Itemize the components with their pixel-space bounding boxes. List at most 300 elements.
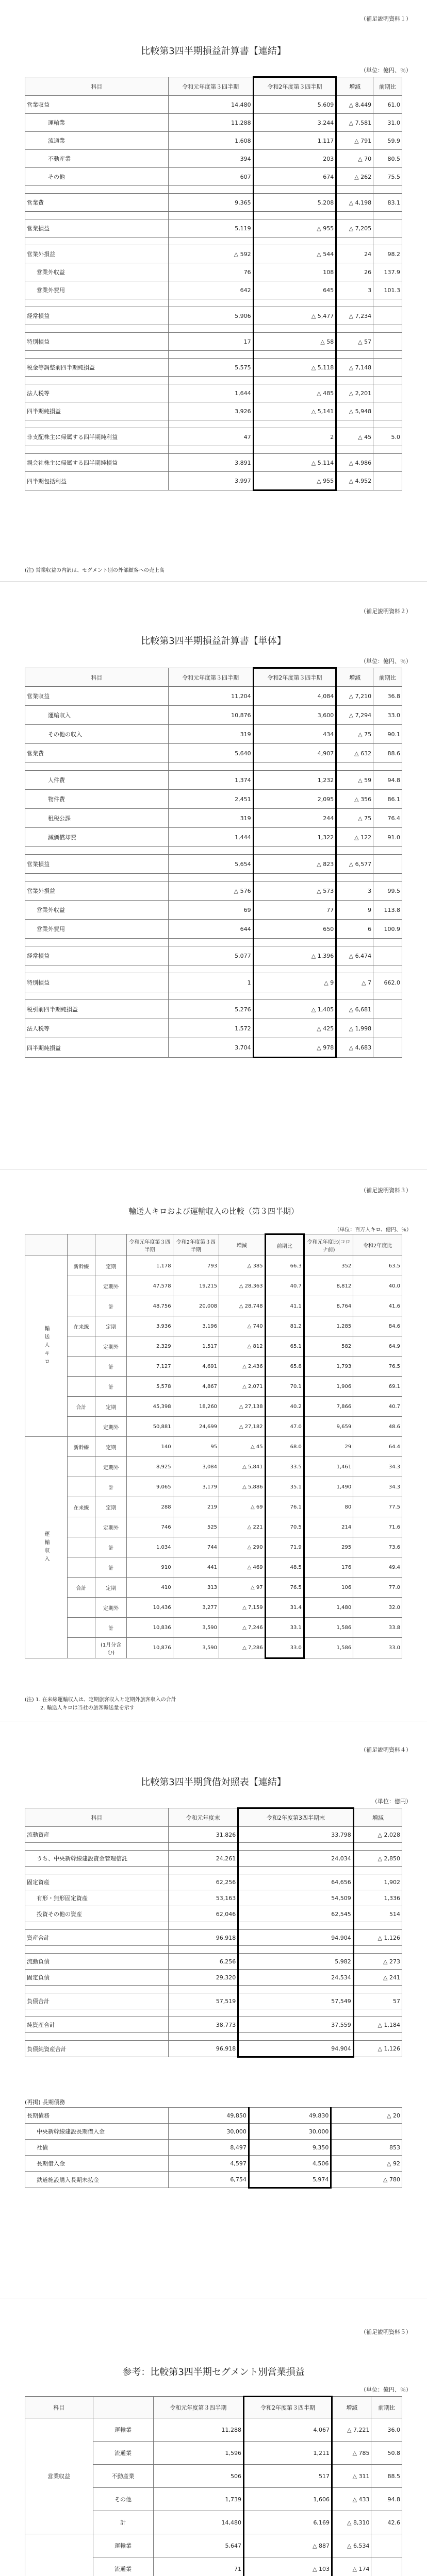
spacer-cell	[336, 351, 373, 359]
cell-value: 65.8	[265, 1357, 304, 1377]
cell-value: 106	[304, 1578, 353, 1598]
cell-value: △ 4,198	[336, 194, 373, 212]
row-label: 営業費	[25, 194, 169, 212]
cell-value: 1,490	[304, 1477, 353, 1497]
row-label	[68, 1557, 95, 1578]
page-title: 参考：比較第3四半期セグメント別営業損益	[122, 2367, 305, 2378]
row-label: 運輸収入	[25, 706, 169, 725]
cell-value: △ 978	[253, 1038, 336, 1058]
row-label: 特別損益	[25, 973, 169, 992]
cell-value: 650	[253, 920, 336, 939]
cell-value	[373, 1000, 402, 1019]
cell-value: △ 20	[331, 2108, 402, 2124]
spacer-cell	[353, 2033, 402, 2041]
cell-value: △ 1,396	[253, 946, 336, 965]
cell-value: △ 1,998	[336, 1019, 373, 1038]
spacer-cell	[168, 1986, 238, 1993]
cell-value: 80	[304, 1497, 353, 1517]
cell-value: 4,907	[253, 744, 336, 763]
cell-value: 10,876	[168, 706, 253, 725]
row-label	[68, 1598, 95, 1618]
cell-value: △ 2,071	[219, 1377, 266, 1397]
spacer-cell	[25, 1867, 169, 1874]
cell-value: 645	[253, 281, 336, 299]
spacer-cell	[373, 186, 402, 194]
spacer-cell	[336, 874, 373, 882]
cell-value: 33.5	[265, 1457, 304, 1477]
spacer-cell	[373, 763, 402, 771]
row-label: 営業費	[25, 744, 169, 763]
spacer-cell	[25, 186, 169, 194]
row-label: 流通業	[93, 2557, 153, 2576]
table-row	[25, 454, 402, 472]
cell-value: 319	[168, 809, 253, 828]
cell-value: △ 955	[253, 219, 336, 238]
cell-value: 9	[336, 901, 373, 920]
cell-value	[373, 333, 402, 351]
row-label: 減価償却費	[25, 828, 169, 847]
spacer-cell	[25, 1843, 169, 1851]
spacer-row	[25, 939, 402, 946]
table-row	[25, 1598, 402, 1618]
row-label: 計	[95, 1477, 127, 1497]
cell-value: 98.2	[373, 245, 402, 263]
cell-value: △ 97	[219, 1578, 266, 1598]
cell-value: 71.9	[265, 1537, 304, 1557]
table-row	[25, 790, 402, 809]
spacer-row	[25, 2033, 402, 2041]
cell-value: 441	[173, 1557, 219, 1578]
spacer-cell	[253, 299, 336, 307]
cell-value: △ 433	[332, 2488, 371, 2511]
cell-value: 410	[127, 1578, 173, 1598]
row-label: 営業収益	[25, 687, 169, 706]
spacer-cell	[168, 238, 253, 245]
cell-value: 4,867	[173, 1377, 219, 1397]
footnote: 2. 輸送人キロは当社の旅客輸送量を示す	[40, 1705, 135, 1711]
row-label: 親会社株主に帰属する四半期純損益	[25, 454, 169, 472]
spacer-row	[25, 874, 402, 882]
cell-value: 4,084	[253, 687, 336, 706]
spacer-cell	[25, 874, 169, 882]
spacer-cell	[373, 299, 402, 307]
spacer-cell	[336, 847, 373, 855]
spacer-cell	[373, 377, 402, 384]
cell-value: 40.0	[353, 1276, 402, 1296]
spacer-cell	[373, 965, 402, 973]
spacer-row	[25, 1986, 402, 1993]
spacer-cell	[25, 1986, 169, 1993]
cell-value	[371, 2534, 402, 2557]
cell-value: 5,119	[168, 219, 253, 238]
table-row	[25, 1930, 402, 1946]
table-row	[25, 1397, 402, 1417]
table-row	[25, 1437, 402, 1457]
spacer-cell	[336, 238, 373, 245]
cell-value: 41.1	[265, 1296, 304, 1316]
row-label: 負債純資産合計	[25, 2041, 169, 2057]
cell-value: 8,764	[304, 1296, 353, 1316]
spacer-cell	[253, 420, 336, 428]
spacer-cell	[253, 992, 336, 1000]
cell-value: △ 5,948	[336, 402, 373, 420]
cell-value: 62,046	[168, 1906, 238, 1922]
page-tag: （補足説明資料３）	[360, 1187, 412, 1194]
spacer-cell	[168, 2033, 238, 2041]
row-label: 租税公課	[25, 809, 169, 828]
row-label	[68, 1457, 95, 1477]
cell-value	[373, 384, 402, 402]
sub-title: (再掲) 長期債務	[25, 2099, 65, 2106]
cell-value: 18,260	[173, 1397, 219, 1417]
cell-value: △ 27,182	[219, 1417, 266, 1437]
spacer-cell	[373, 420, 402, 428]
table-row	[25, 1557, 402, 1578]
spacer-row	[25, 351, 402, 359]
row-label: 経常損益	[25, 307, 169, 325]
row-label: 運輸業	[93, 2534, 153, 2557]
cell-value: △ 7,246	[219, 1618, 266, 1638]
row-label: その他	[93, 2488, 153, 2511]
cell-value: 1,444	[168, 828, 253, 847]
spacer-cell	[373, 212, 402, 219]
cell-value: 94,904	[238, 1930, 353, 1946]
cell-value: 76.1	[265, 1497, 304, 1517]
cell-value: 6,256	[168, 1954, 238, 1970]
cell-value	[373, 1019, 402, 1038]
spacer-row	[25, 186, 402, 194]
cell-value: △ 9	[253, 973, 336, 992]
row-label: 法人税等	[25, 384, 169, 402]
cell-value: 50.8	[371, 2442, 402, 2465]
column-header	[93, 2397, 153, 2418]
cell-value: 49,850	[168, 2108, 249, 2124]
page-tag: （補足説明資料４）	[360, 1747, 412, 1753]
cell-value	[373, 402, 402, 420]
cell-value: △ 57	[336, 333, 373, 351]
cell-value: △ 6,681	[336, 1000, 373, 1019]
row-label: 中央新幹線建設長期借入金	[25, 2124, 169, 2140]
cell-value: 17	[168, 333, 253, 351]
cell-value: 313	[173, 1578, 219, 1598]
column-header: 令和元年度第３四半期	[168, 668, 253, 687]
cell-value: 5,982	[238, 1954, 353, 1970]
table-row	[25, 687, 402, 706]
group-label: 営業収益	[25, 2418, 93, 2534]
cell-value: 4,506	[249, 2156, 331, 2172]
cell-value: 644	[168, 920, 253, 939]
cell-value: △ 4,986	[336, 454, 373, 472]
cell-value: △ 7,221	[332, 2418, 371, 2442]
cell-value: 3,277	[173, 1598, 219, 1618]
cell-value: 2	[253, 428, 336, 446]
unit-label: （単位：億円、％）	[360, 67, 412, 74]
table-row	[25, 168, 402, 186]
spacer-row	[25, 446, 402, 454]
spacer-cell	[238, 1843, 353, 1851]
row-label: 人件費	[25, 771, 169, 790]
cell-value: 94.8	[371, 2488, 402, 2511]
spacer-cell	[168, 1922, 238, 1930]
cell-value: 6,169	[243, 2511, 332, 2534]
spacer-cell	[373, 325, 402, 333]
cell-value: 86.1	[373, 790, 402, 809]
spacer-cell	[353, 1986, 402, 1993]
spacer-cell	[336, 325, 373, 333]
table-row	[25, 114, 402, 132]
cell-value: △ 791	[336, 132, 373, 150]
cell-value: △ 2,201	[336, 384, 373, 402]
cell-value: 47,578	[127, 1276, 173, 1296]
row-label: 営業損益	[25, 219, 169, 238]
cell-value: 1,034	[127, 1537, 173, 1557]
cell-value: 61.0	[373, 96, 402, 114]
cell-value: 96,918	[168, 2041, 238, 2057]
cell-value: △ 290	[219, 1537, 266, 1557]
cell-value	[373, 219, 402, 238]
spacer-cell	[238, 1946, 353, 1954]
cell-value: 7,866	[304, 1397, 353, 1417]
cell-value: 1,902	[353, 1874, 402, 1890]
cell-value: 1,608	[168, 132, 253, 150]
spacer-cell	[168, 847, 253, 855]
cell-value: 5,654	[168, 855, 253, 874]
unit-label: （単位：億円、％）	[360, 658, 412, 665]
row-label: 四半期純損益	[25, 1038, 169, 1058]
cell-value: 10,436	[127, 1598, 173, 1618]
spacer-row	[25, 299, 402, 307]
cell-value: 137.9	[373, 263, 402, 281]
cell-value: △ 7	[336, 973, 373, 992]
row-label: 新幹線	[68, 1437, 95, 1457]
row-label: その他	[25, 168, 169, 186]
cell-value: 69.1	[353, 1377, 402, 1397]
table-row	[25, 1377, 402, 1397]
cell-value: △ 174	[332, 2557, 371, 2576]
cell-value: 65.1	[265, 1336, 304, 1357]
cell-value: 54,509	[238, 1890, 353, 1906]
cell-value: 9,065	[127, 1477, 173, 1497]
cell-value: 70.5	[265, 1517, 304, 1537]
cell-value: 48.5	[265, 1557, 304, 1578]
cell-value: 434	[253, 725, 336, 744]
cell-value: 29	[304, 1437, 353, 1457]
cell-value: 1,596	[153, 2442, 243, 2465]
cell-value: 49.4	[353, 1557, 402, 1578]
row-label: 新幹線	[68, 1256, 95, 1276]
page-5	[0, 2308, 427, 2576]
column-header: 令和元年度第３四半期	[153, 2397, 243, 2418]
cell-value: 24,034	[238, 1851, 353, 1867]
cell-value	[331, 2124, 402, 2140]
cell-value: 514	[353, 1906, 402, 1922]
cell-value: 30,000	[249, 2124, 331, 2140]
row-label	[68, 1296, 95, 1316]
header-row	[25, 2397, 402, 2418]
table-row	[25, 2108, 402, 2124]
cell-value: 3,936	[127, 1316, 173, 1336]
spacer-cell	[168, 299, 253, 307]
cell-value: 32.0	[353, 1598, 402, 1618]
cell-value	[373, 855, 402, 874]
cell-value: 77	[253, 901, 336, 920]
cell-value: 33.1	[265, 1618, 304, 1638]
table-row	[25, 901, 402, 920]
table-row	[25, 384, 402, 402]
cell-value: 5,575	[168, 359, 253, 377]
row-label: 長期借入金	[25, 2156, 169, 2172]
row-label: 固定負債	[25, 1970, 169, 1986]
cell-value: 1,232	[253, 771, 336, 790]
row-label	[68, 1477, 95, 1497]
table-row	[25, 402, 402, 420]
cell-value: 1,178	[127, 1256, 173, 1276]
row-label: 税引前四半期純損益	[25, 1000, 169, 1019]
spacer-cell	[25, 939, 169, 946]
spacer-row	[25, 1946, 402, 1954]
page-title: 輸送人キロおよび運輸収入の比較（第３四半期）	[128, 1207, 299, 1216]
cell-value: △ 262	[336, 168, 373, 186]
cell-value: 7,127	[127, 1357, 173, 1377]
row-label: 有形・無形固定資産	[25, 1890, 169, 1906]
header-row	[25, 668, 402, 687]
cell-value: △ 8,449	[336, 96, 373, 114]
table-row	[25, 920, 402, 939]
cell-value: 76.5	[353, 1357, 402, 1377]
cell-value: △ 8,310	[332, 2511, 371, 2534]
table-row	[25, 1417, 402, 1437]
spacer-cell	[25, 763, 169, 771]
cell-value: 2,329	[127, 1336, 173, 1357]
row-label: 社債	[25, 2140, 169, 2156]
row-label	[68, 1638, 95, 1658]
spacer-cell	[168, 1946, 238, 1954]
cell-value: △ 5,141	[253, 402, 336, 420]
cell-value: 11,204	[168, 687, 253, 706]
row-label: 四半期純損益	[25, 402, 169, 420]
cell-value: △ 7,159	[219, 1598, 266, 1618]
spacer-row	[25, 992, 402, 1000]
cell-value: △ 45	[219, 1437, 266, 1457]
cell-value	[373, 359, 402, 377]
spacer-row	[25, 1843, 402, 1851]
table-row	[25, 1874, 402, 1890]
row-label: 法人税等	[25, 1019, 169, 1038]
cell-value: 75.5	[373, 168, 402, 186]
spacer-cell	[336, 299, 373, 307]
table-row	[25, 333, 402, 351]
cell-value: 33.0	[353, 1638, 402, 1658]
spacer-cell	[373, 992, 402, 1000]
cell-value: △ 592	[168, 245, 253, 263]
row-label: 計	[95, 1618, 127, 1638]
table-row	[25, 744, 402, 763]
cell-value: △ 740	[219, 1316, 266, 1336]
cell-value: 31.4	[265, 1598, 304, 1618]
cell-value	[373, 472, 402, 490]
spacer-cell	[25, 965, 169, 973]
cell-value: 24,699	[173, 1417, 219, 1437]
row-label	[68, 1357, 95, 1377]
row-label: 定期外	[95, 1457, 127, 1477]
cell-value: △ 241	[353, 1970, 402, 1986]
cell-value	[373, 307, 402, 325]
spacer-cell	[168, 212, 253, 219]
cell-value: 352	[304, 1256, 353, 1276]
page-tag: （補足説明資料２）	[360, 608, 412, 615]
cell-value: 45,398	[127, 1397, 173, 1417]
cell-value: 57,549	[238, 1993, 353, 2009]
spacer-cell	[353, 1946, 402, 1954]
cell-value: △ 544	[253, 245, 336, 263]
cell-value: 1	[168, 973, 253, 992]
cell-value: 68.0	[265, 1437, 304, 1457]
cell-value: △ 2,850	[353, 1851, 402, 1867]
column-header: 令和元年度比(コロナ前)	[304, 1234, 353, 1256]
cell-value: 5,609	[253, 96, 336, 114]
row-label: 計	[95, 1357, 127, 1377]
row-label: 合計	[68, 1397, 95, 1417]
cell-value: △ 573	[253, 882, 336, 901]
spacer-cell	[336, 939, 373, 946]
long-term-debt-table	[25, 2107, 402, 2189]
cell-value: 288	[127, 1497, 173, 1517]
spacer-cell	[168, 1867, 238, 1874]
cell-value: 6,754	[168, 2172, 249, 2188]
table-row	[25, 1336, 402, 1357]
column-header: 令和元年度第３四半期	[127, 1234, 173, 1256]
cell-value: 9,659	[304, 1417, 353, 1437]
group-label	[25, 2534, 93, 2576]
table-row	[25, 472, 402, 490]
transport-table	[25, 1233, 402, 1659]
spacer-cell	[168, 186, 253, 194]
table-row	[25, 1256, 402, 1276]
cell-value: 38,773	[168, 2017, 238, 2033]
cell-value: 3,590	[173, 1618, 219, 1638]
cell-value: △ 70	[336, 150, 373, 168]
cell-value: 11,288	[168, 114, 253, 132]
cell-value: △ 28,363	[219, 1276, 266, 1296]
cell-value: 34.3	[353, 1477, 402, 1497]
cell-value: 8,497	[168, 2140, 249, 2156]
cell-value: △ 823	[253, 855, 336, 874]
cell-value: 9,365	[168, 194, 253, 212]
cell-value: △ 103	[243, 2557, 332, 2576]
page-4	[0, 1731, 427, 2298]
row-label: 定期	[95, 1497, 127, 1517]
cell-value: 1,374	[168, 771, 253, 790]
table-row	[25, 1851, 402, 1867]
cell-value: 3,244	[253, 114, 336, 132]
cell-value: 77.0	[353, 1578, 402, 1598]
footnote: (注) 営業収益の内訳は、セグメント別の外部顧客への売上高	[25, 568, 165, 573]
cell-value: 5,647	[153, 2534, 243, 2557]
column-header: 令和2年度第３四半期	[243, 2397, 332, 2418]
table-row	[25, 428, 402, 446]
table-row	[25, 1497, 402, 1517]
table-row	[25, 1638, 402, 1658]
table-row	[25, 855, 402, 874]
cell-value: △ 955	[253, 472, 336, 490]
cell-value: 77.5	[353, 1497, 402, 1517]
cell-value: 53,163	[168, 1890, 238, 1906]
column-header: 科目	[25, 77, 169, 96]
spacer-cell	[253, 351, 336, 359]
spacer-cell	[25, 299, 169, 307]
cell-value: 113.8	[373, 901, 402, 920]
cell-value: △ 887	[243, 2534, 332, 2557]
